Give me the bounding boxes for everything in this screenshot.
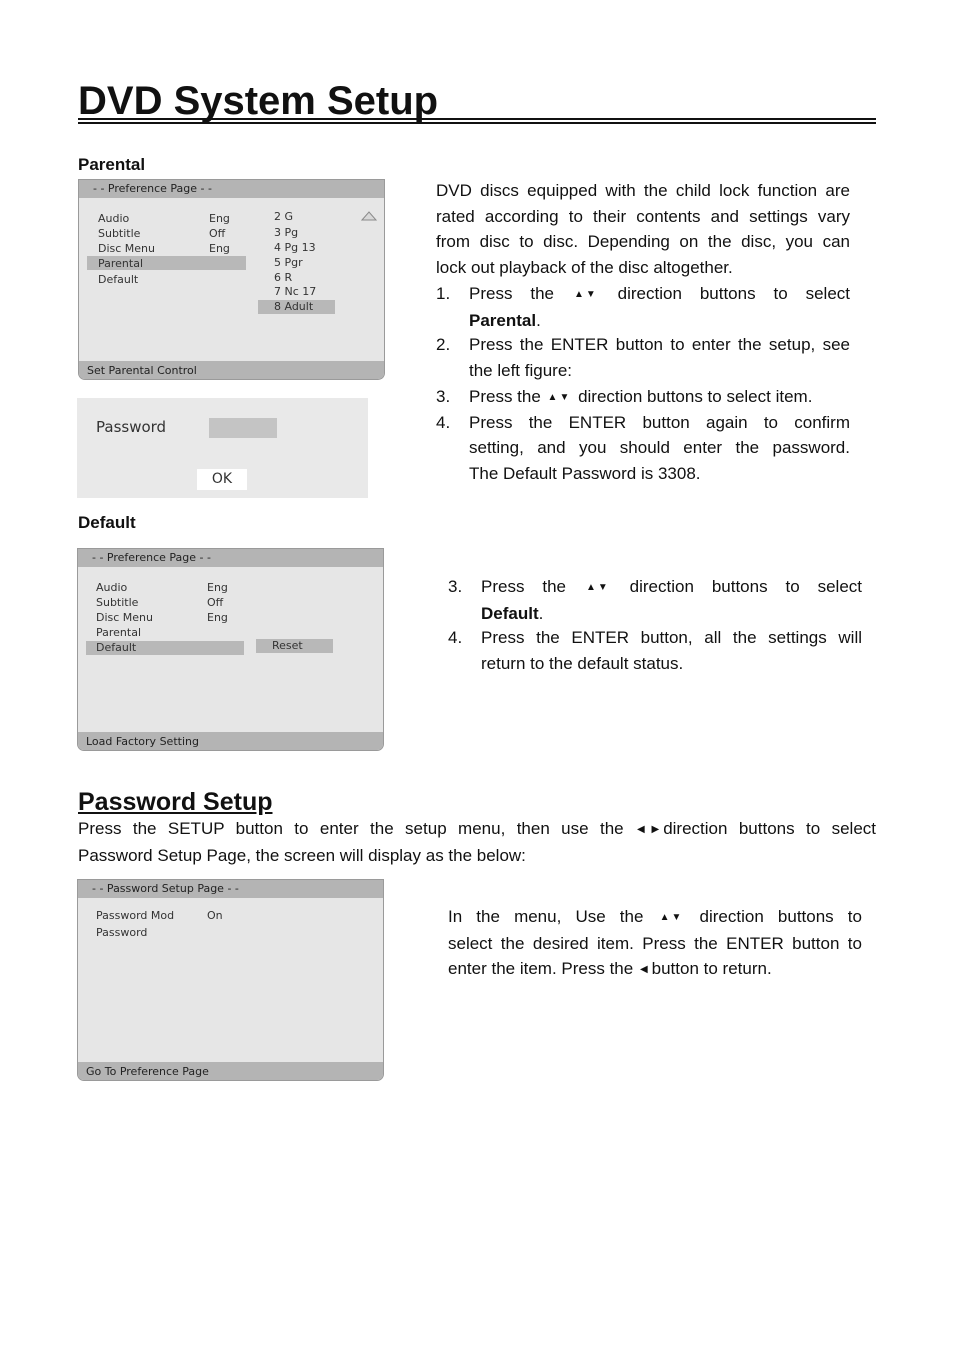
step-text-tail: .	[536, 310, 541, 330]
menu-value-subtitle: Off	[207, 596, 224, 609]
intro-text-post: direction buttons to select	[663, 819, 877, 838]
password-input[interactable]	[209, 418, 277, 438]
rating-option[interactable]: 7 Nc 17	[274, 285, 317, 298]
step-text-post: direction buttons to select	[617, 284, 851, 303]
step-text-pre: Press the	[469, 284, 555, 303]
rating-option[interactable]: 3 Pg	[274, 226, 299, 239]
password-setup-intro	[78, 816, 876, 868]
menu-header: - - Preference Page - -	[79, 180, 384, 198]
menu-footer: Set Parental Control	[79, 361, 384, 379]
menu-value-password-mode: On	[207, 909, 223, 922]
menu-item-audio[interactable]: Audio	[96, 581, 128, 594]
up-down-arrows-icon: ▲▼	[547, 391, 572, 403]
menu-item-parental[interactable]: Parental	[96, 626, 142, 639]
password-setup-menu-screen	[77, 879, 384, 1081]
menu-value-audio: Eng	[207, 581, 228, 594]
step-text-tail: .	[538, 603, 544, 623]
desc-text-post: direction buttons to	[699, 907, 862, 926]
text-line: The Default Password is 3308.	[469, 463, 701, 483]
desc-text-pre: enter the item. Press the	[448, 959, 634, 979]
step-number: 4.	[448, 628, 463, 648]
desc-text-pre: In the menu, Use the	[448, 907, 644, 926]
page-title: DVD System Setup	[78, 79, 439, 123]
step-number: 1.	[436, 284, 451, 303]
menu-item-subtitle[interactable]: Subtitle	[98, 227, 141, 240]
text-line: from disc to disc. Depending on the disc, you can	[436, 232, 850, 252]
step-text-pre: Press the	[469, 386, 541, 406]
menu-item-disc-menu[interactable]: Disc Menu	[96, 611, 154, 624]
step-text	[469, 281, 850, 333]
text-line: setting, and you should enter the password.	[469, 438, 850, 458]
parental-menu-screen	[78, 179, 385, 380]
section-label-default: Default	[78, 513, 136, 532]
rating-option[interactable]: 4 Pg 13	[274, 241, 316, 254]
rating-option[interactable]: 2 G	[274, 210, 294, 223]
left-right-arrows-icon: ◀ ▶	[637, 824, 662, 835]
up-down-arrows-icon: ▲▼	[573, 289, 598, 300]
title-rule	[78, 122, 876, 124]
text-line: select the desired item. Press the ENTER button to	[448, 933, 862, 953]
step-text	[469, 332, 850, 383]
scroll-up-icon[interactable]	[361, 211, 377, 221]
text-line: the left figure:	[469, 361, 573, 381]
default-steps	[448, 574, 862, 684]
text-line: Press the ENTER button, all the settings will	[481, 628, 862, 648]
text-line: Password Setup Page, the screen will display as the below:	[78, 845, 526, 865]
text-line: lock out playback of the disc altogether.	[436, 258, 733, 278]
menu-item-default[interactable]: Default	[98, 273, 139, 286]
parental-steps	[436, 281, 850, 491]
text-line: Press the ENTER button again to confirm	[469, 412, 850, 432]
menu-item-disc-menu[interactable]: Disc Menu	[98, 242, 156, 255]
menu-value-subtitle: Off	[209, 227, 226, 240]
step-text-pre: Press the	[481, 577, 567, 596]
step-number: 4.	[436, 412, 451, 432]
step-number: 2.	[436, 335, 451, 355]
rating-option[interactable]: 8 Adult	[274, 300, 314, 313]
step-number: 3.	[436, 386, 451, 406]
menu-value-disc-menu: Eng	[207, 611, 228, 624]
default-menu-screen	[77, 548, 384, 751]
step-text	[469, 410, 850, 487]
menu-item-parental[interactable]: Parental	[98, 257, 144, 270]
password-label: Password	[96, 418, 167, 436]
up-down-arrows-icon: ▲▼	[659, 912, 684, 923]
password-dialog	[77, 398, 368, 498]
menu-value-disc-menu: Eng	[209, 242, 230, 255]
rating-option[interactable]: 5 Pgr	[274, 256, 303, 269]
step-bold-term: Parental	[469, 310, 537, 330]
step-text-post: direction buttons to select	[629, 577, 863, 596]
step-text	[469, 384, 850, 411]
intro-text-pre: Press the SETUP button to enter the setup menu, then use the	[78, 819, 624, 838]
reset-option[interactable]: Reset	[272, 639, 303, 652]
menu-footer: Go To Preference Page	[78, 1062, 383, 1080]
menu-header: - - Preference Page - -	[78, 549, 383, 567]
ok-button[interactable]: OK	[197, 469, 247, 490]
menu-footer: Load Factory Setting	[78, 732, 383, 750]
menu-item-password[interactable]: Password	[96, 926, 148, 939]
menu-item-password-mode[interactable]: Password Mod	[96, 909, 175, 922]
up-down-arrows-icon: ▲▼	[585, 582, 610, 593]
menu-item-default[interactable]: Default	[96, 641, 137, 654]
menu-value-audio: Eng	[209, 212, 230, 225]
left-arrow-icon: ◀	[639, 964, 650, 976]
section-title-password-setup: Password Setup	[78, 788, 273, 816]
text-line: Press the ENTER button to enter the setup, see	[469, 335, 850, 355]
step-text	[481, 625, 862, 676]
rating-option[interactable]: 6 R	[274, 271, 293, 284]
step-number: 3.	[448, 577, 463, 596]
text-line: return to the default status.	[481, 654, 684, 674]
text-line: rated according to their contents and settings vary	[436, 206, 850, 226]
desc-text-post: button to return.	[651, 959, 772, 979]
menu-item-subtitle[interactable]: Subtitle	[96, 596, 139, 609]
parental-intro	[436, 178, 850, 281]
step-text	[481, 574, 862, 626]
password-setup-description	[448, 904, 862, 983]
menu-header: - - Password Setup Page - -	[78, 880, 383, 898]
section-label-parental: Parental	[78, 155, 146, 174]
title-rule	[78, 118, 876, 120]
step-bold-term: Default	[481, 603, 539, 623]
menu-item-audio[interactable]: Audio	[98, 212, 130, 225]
step-text-post: direction buttons to select item.	[578, 386, 813, 406]
text-line: DVD discs equipped with the child lock function are	[436, 181, 850, 200]
